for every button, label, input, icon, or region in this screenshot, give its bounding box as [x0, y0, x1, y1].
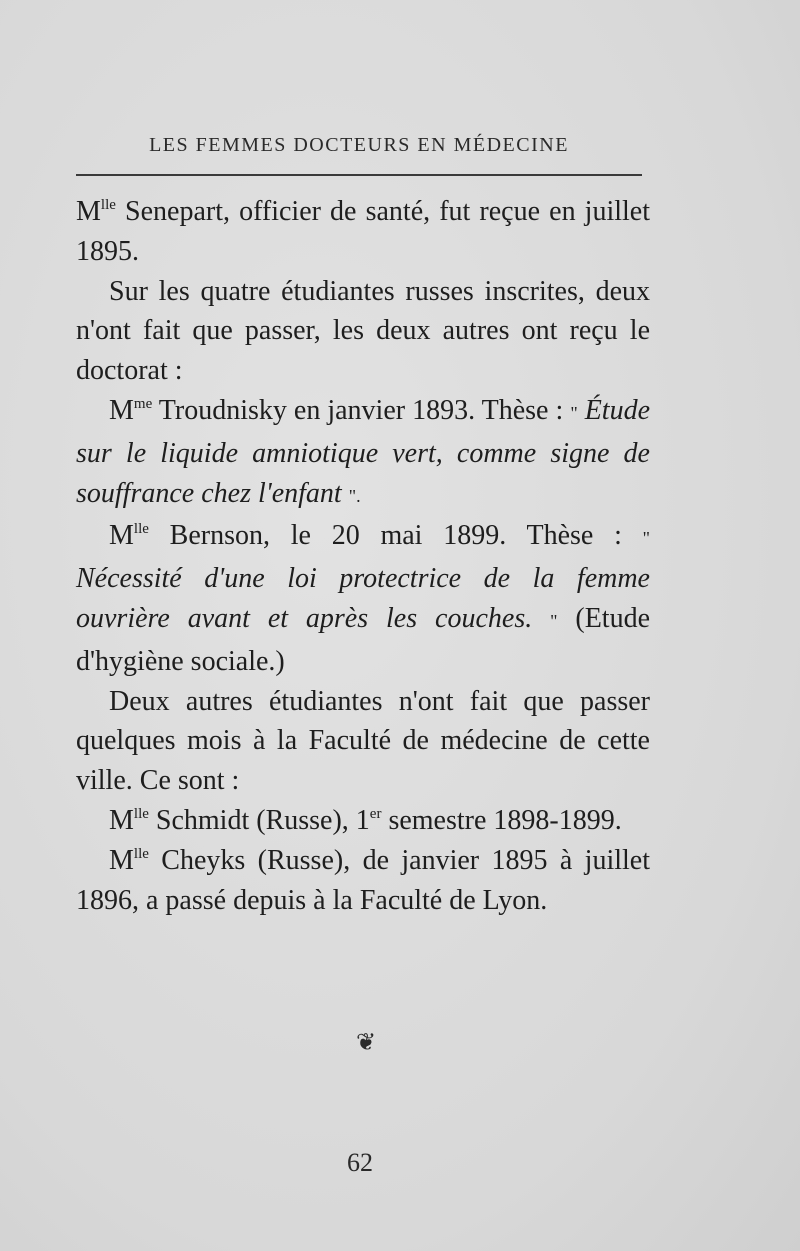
paragraph-text: Troudnisky en janvier 1893. Thèse :: [158, 394, 564, 426]
abbr: M: [109, 804, 134, 836]
abbr: M: [76, 196, 101, 227]
thesis-title: Nécessité d'une loi protectrice de la femme ouvrière avant et après les couches.: [76, 563, 650, 634]
abbr: M: [109, 520, 134, 552]
paragraph-text: Senepart, officier de santé, fut reçue en juillet 1895.: [76, 196, 650, 267]
abbr-sup: lle: [133, 805, 149, 822]
paragraph-text: Cheyks (Russe), de janvier 1895 à juillet 1896, a passé depuis à la Faculté de Lyon.: [76, 844, 650, 916]
open-quote: ": [570, 402, 578, 423]
paragraph-text: Deux autres étudiantes n'ont fait que passer quelques mois à la Faculté de médecine de cette ville. Ce sont :: [76, 685, 650, 797]
open-quote: ": [642, 528, 650, 549]
close-quote: ": [550, 610, 558, 631]
header-rule: [76, 174, 642, 176]
ornament-icon: ❦: [355, 1028, 377, 1056]
paragraph-text: semestre 1898-1899.: [381, 804, 622, 836]
paragraph-troudnisky: [76, 391, 650, 516]
paragraph-schmidt: [76, 801, 650, 841]
running-header: LES FEMMES DOCTEURS EN MÉDECINE: [149, 134, 569, 156]
paragraph-bernson: [76, 516, 650, 681]
body-text: [76, 192, 650, 920]
thesis-title: Étude sur le liquide amniotique vert, comme signe de souffrance chez l'enfant: [76, 394, 651, 509]
abbr-sup: lle: [133, 521, 149, 538]
paragraph-text: Schmidt (Russe), 1: [148, 804, 370, 836]
abbr: M: [109, 394, 134, 426]
paragraph-cheyks: [76, 841, 650, 921]
paragraph-text: Sur les quatre étudiantes russes inscrites, deux n'ont fait que passer, les deux autres ont reçu le doctorat :: [76, 275, 650, 387]
paragraph-senepart: [76, 192, 650, 272]
page-number: 62: [347, 1148, 373, 1177]
paragraph-two-others: [76, 682, 650, 801]
paragraph-text: Bernson, le 20 mai 1899. Thèse :: [148, 520, 622, 552]
abbr: M: [109, 844, 134, 876]
abbr-sup: me: [133, 395, 153, 412]
abbr-sup: lle: [133, 845, 149, 862]
close-quote: ".: [348, 485, 361, 506]
paragraph-russian-students: [76, 272, 650, 391]
abbr-sup: lle: [100, 197, 116, 213]
paragraph-text: (Etude d'hygiène sociale.): [76, 602, 651, 677]
ordinal-sup: er: [369, 805, 382, 822]
